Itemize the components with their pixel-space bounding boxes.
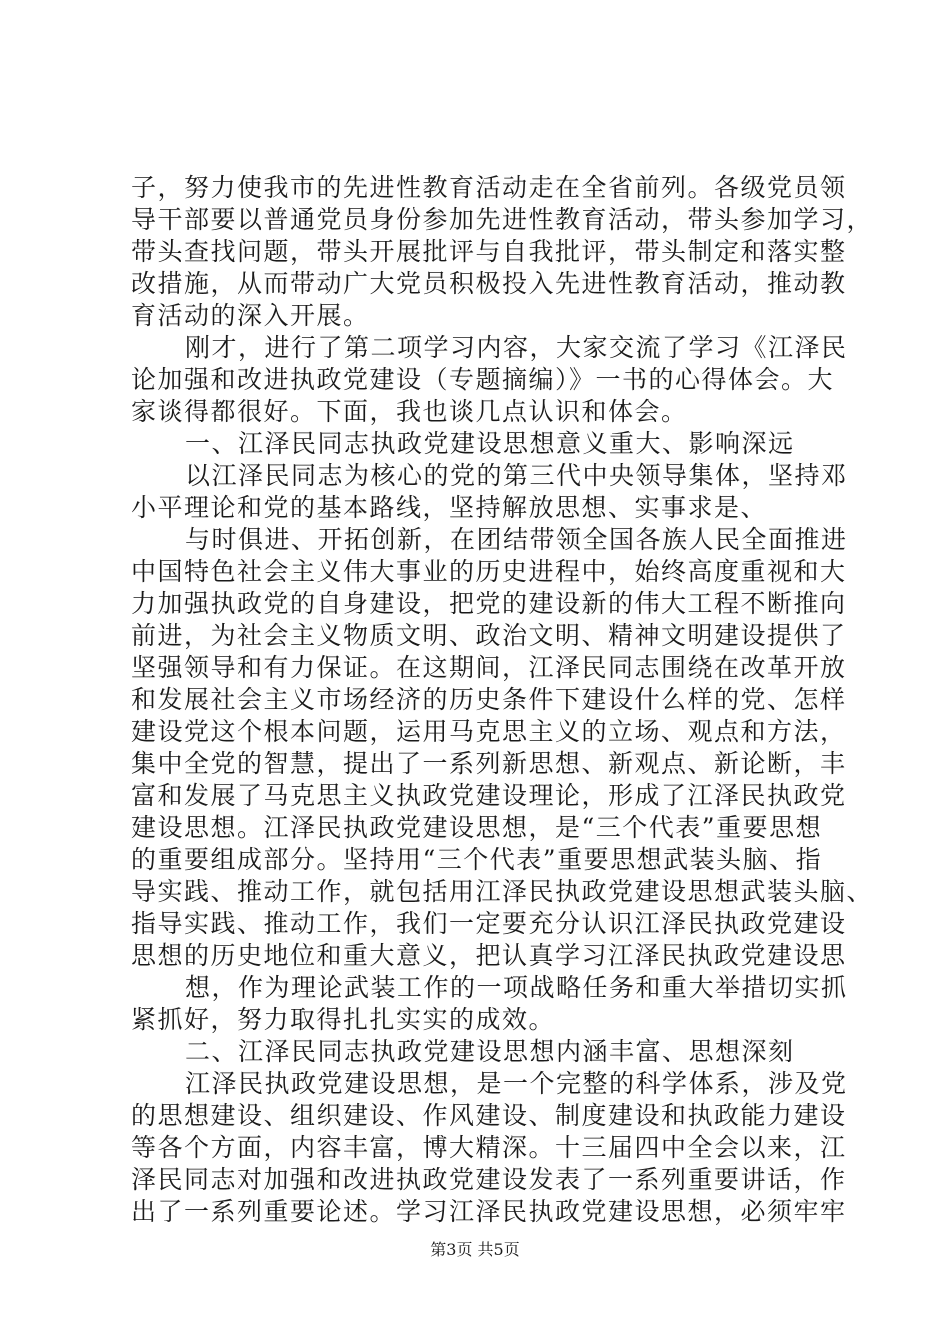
text-line: 中国特色社会主义伟大事业的历史进程中，始终高度重视和大 xyxy=(131,557,847,586)
text-line: 想，作为理论武装工作的一项战略任务和重大举措切实抓 xyxy=(185,973,848,1002)
text-line: 家谈得都很好。下面，我也谈几点认识和体会。 xyxy=(131,397,688,426)
text-line: 泽民同志对加强和改进执政党建设发表了一系列重要讲话，作 xyxy=(131,1165,847,1194)
text-line: 导干部要以普通党员身份参加先进性教育活动，带头参加学习， xyxy=(131,205,874,234)
text-line: 集中全党的智慧，提出了一系列新思想、新观点、新论断，丰 xyxy=(131,749,847,778)
text-line: 坚强领导和有力保证。在这期间，江泽民同志围绕在改革开放 xyxy=(131,653,847,682)
text-line: 小平理论和党的基本路线，坚持解放思想、实事求是、 xyxy=(131,493,768,522)
text-line: 的重要组成部分。坚持用“三个代表”重要思想武装头脑、指 xyxy=(131,845,823,874)
text-line: 以江泽民同志为核心的党的第三代中央领导集体，坚持邓 xyxy=(185,461,848,490)
text-line: 出了一系列重要论述。学习江泽民执政党建设思想，必须牢牢 xyxy=(131,1197,847,1226)
text-line: 指导实践、推动工作，我们一定要充分认识江泽民执政党建设 xyxy=(131,909,847,938)
text-line: 育活动的深入开展。 xyxy=(131,301,370,330)
page-footer: 第3页 共5页 xyxy=(430,1240,520,1259)
text-line: 与时俱进、开拓创新，在团结带领全国各族人民全面推进 xyxy=(185,525,848,554)
section-heading: 一、江泽民同志执政党建设思想意义重大、影响深远 xyxy=(185,429,795,458)
text-line: 子，努力使我市的先进性教育活动走在全省前列。各级党员领 xyxy=(131,173,847,202)
text-line: 改措施，从而带动广大党员积极投入先进性教育活动，推动教 xyxy=(131,269,847,298)
text-line: 力加强执政党的自身建设，把党的建设新的伟大工程不断推向 xyxy=(131,589,847,618)
text-line: 思想的历史地位和重大意义，把认真学习江泽民执政党建设思 xyxy=(131,941,847,970)
text-line: 刚才，进行了第二项学习内容，大家交流了学习《江泽民 xyxy=(185,333,848,362)
text-line: 建设思想。江泽民执政党建设思想，是“三个代表”重要思想 xyxy=(131,813,823,842)
section-heading: 二、江泽民同志执政党建设思想内涵丰富、思想深刻 xyxy=(185,1037,795,1066)
text-line: 前进，为社会主义物质文明、政治文明、精神文明建设提供了 xyxy=(131,621,847,650)
text-line: 紧抓好，努力取得扎扎实实的成效。 xyxy=(131,1005,556,1034)
text-line: 等各个方面，内容丰富，博大精深。十三届四中全会以来，江 xyxy=(131,1133,847,1162)
text-line: 建设党这个根本问题，运用马克思主义的立场、观点和方法， xyxy=(131,717,847,746)
text-line: 导实践、推动工作，就包括用江泽民执政党建设思想武装头脑、 xyxy=(131,877,874,906)
text-line: 江泽民执政党建设思想，是一个完整的科学体系，涉及党 xyxy=(185,1069,848,1098)
body-text xyxy=(131,172,874,1228)
text-line: 带头查找问题，带头开展批评与自我批评，带头制定和落实整 xyxy=(131,237,847,266)
text-line: 论加强和改进执政党建设（专题摘编）》一书的心得体会。大 xyxy=(131,365,835,394)
text-line: 富和发展了马克思主义执政党建设理论，形成了江泽民执政党 xyxy=(131,781,847,810)
text-line: 的思想建设、组织建设、作风建设、制度建设和执政能力建设 xyxy=(131,1101,847,1130)
text-line: 和发展社会主义市场经济的历史条件下建设什么样的党、怎样 xyxy=(131,685,847,714)
